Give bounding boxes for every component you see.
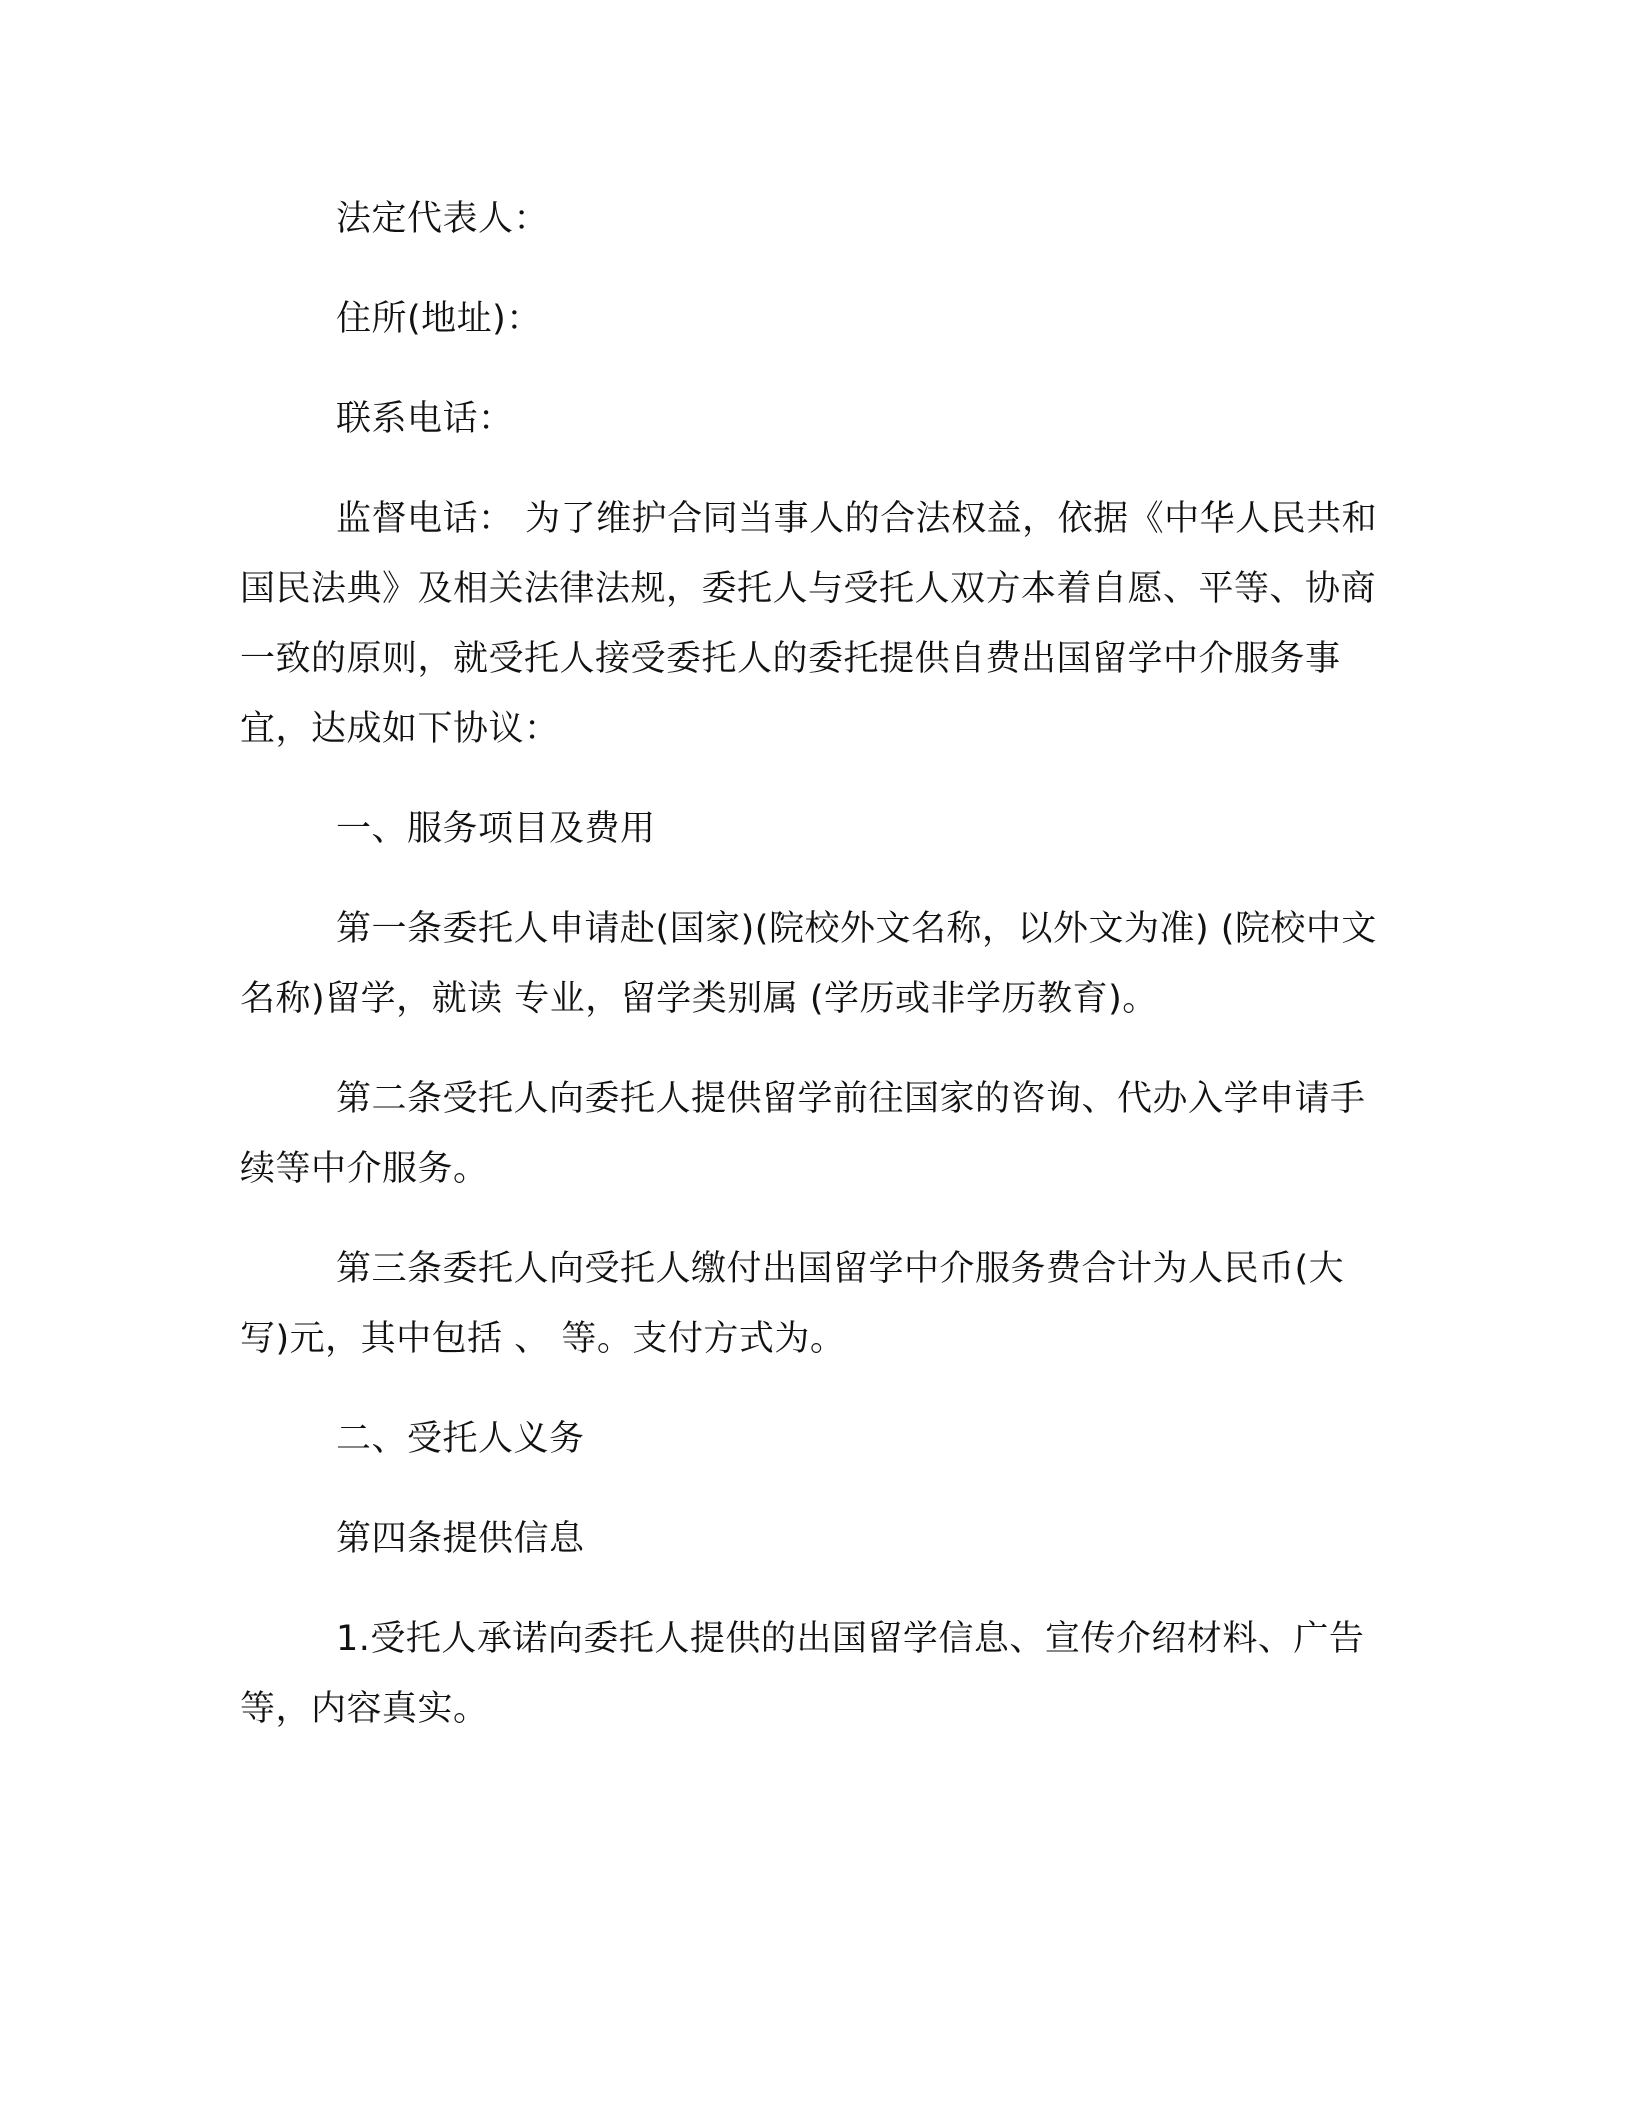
legal-representative-line: 法定代表人： bbox=[336, 199, 550, 239]
contact-phone-line: 联系电话： bbox=[336, 399, 514, 439]
article-4-heading: 第四条提供信息 bbox=[336, 1519, 585, 1559]
article-4-item-1: 1.受托人承诺向委托人提供的出国留学信息、宣传介绍材料、广告等，内容真实。 bbox=[240, 1619, 1365, 1729]
address-line: 住所(地址)： bbox=[336, 299, 542, 339]
article-3: 第三条委托人向受托人缴付出国留学中介服务费合计为人民币(大写)元，其中包括 、 等。支付方式为。 bbox=[240, 1249, 1345, 1359]
section-heading-trustee-obligations: 二、受托人义务 bbox=[336, 1419, 585, 1459]
document-body bbox=[240, 184, 1380, 1744]
section-heading-services-fees: 一、服务项目及费用 bbox=[336, 809, 656, 849]
supervision-phone-preamble: 监督电话： 为了维护合同当事人的合法权益，依据《中华人民共和国民法典》及相关法律法规，委托人与受托人双方本着自愿、平等、协商一致的原则，就受托人接受委托人的委托提供自费出国留学中介服务事宜，达成如下协议： bbox=[240, 499, 1378, 749]
article-1: 第一条委托人申请赴(国家)(院校外文名称，以外文为准) (院校中文名称)留学，就读 专业，留学类别属 (学历或非学历教育)。 bbox=[240, 909, 1377, 1019]
article-2: 第二条受托人向委托人提供留学前往国家的咨询、代办入学申请手续等中介服务。 bbox=[240, 1079, 1366, 1189]
